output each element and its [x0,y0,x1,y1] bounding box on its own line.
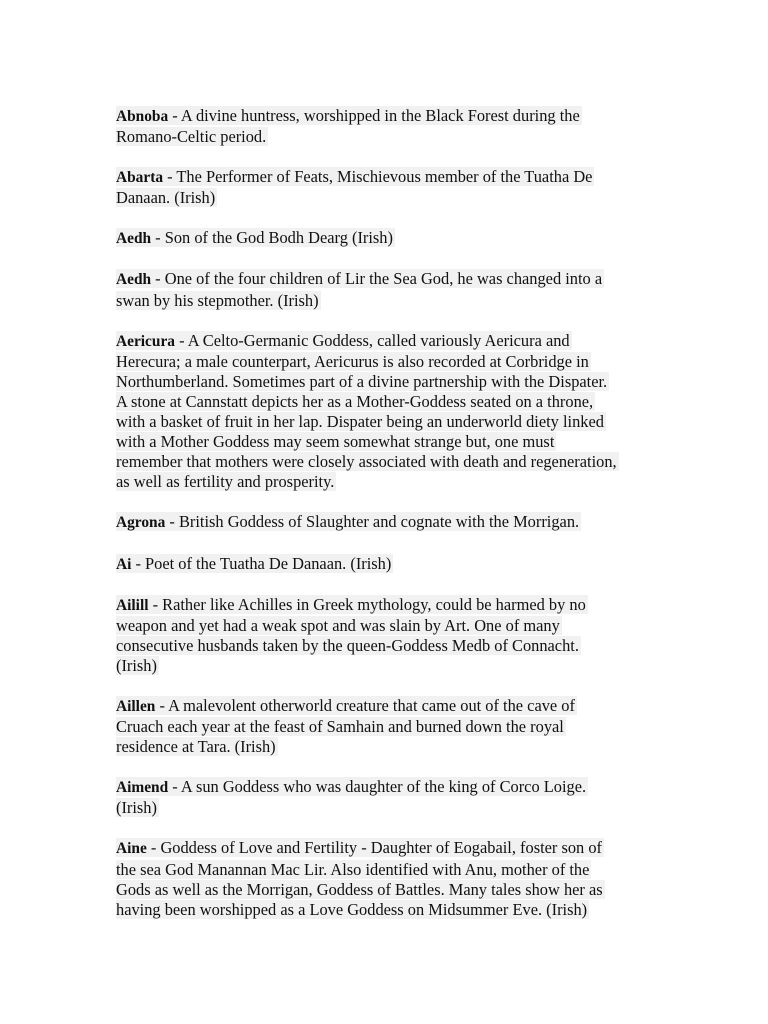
entry-line [116,372,656,392]
entry-term: Aimend [116,779,169,797]
document-page [116,106,656,940]
entry-line [116,352,656,372]
entry-definition-text: (Irish) [116,655,157,675]
entry-term: Ailill [116,596,149,614]
entry-line [116,412,656,432]
entry-definition-text: residence at Tara. (Irish) [116,737,276,757]
highlighted-text [116,880,605,899]
entry-definition-text: (Irish) [116,798,157,818]
entry-definition-text: having been worshipped as a Love Goddess on Midsummer Eve. (Irish) [116,899,588,919]
entry-definition-text: Gods as well as the Morrigan, Goddess of Battles. Many tales show her as [116,879,603,899]
entry-line [116,737,656,757]
entry-term: Abnoba [116,108,169,125]
highlighted-text [116,798,159,817]
entry-line [116,228,656,249]
glossary-entry [116,777,656,818]
highlighted-text [116,737,278,756]
highlighted-text [116,696,577,715]
highlighted-text [116,188,217,207]
entry-line [116,616,656,636]
entry-definition-text: - A divine huntress, worshipped in the Black Forest during the [168,106,580,125]
glossary-entry [116,106,656,147]
entry-definition-text: Northumberland. Sometimes part of a divine partnership with the Dispater. [116,371,608,391]
highlighted-text [116,106,582,125]
glossary-entry [116,554,656,575]
entry-line [116,331,656,352]
entry-line [116,900,656,920]
highlighted-text [116,432,556,451]
entry-line [116,291,656,311]
entry-line [116,696,656,717]
highlighted-text [116,452,619,471]
entry-term: Aine [116,840,147,858]
highlighted-text [116,717,566,736]
entry-definition-text: Cruach each year at the feast of Samhain and burned down the royal [116,717,564,737]
highlighted-text [116,372,609,391]
entry-definition-text: - One of the four children of Lir the Sea God, he was changed into a [151,269,603,289]
glossary-entry [116,167,656,208]
entry-line [116,777,656,798]
entry-term: Aericura [116,332,175,350]
entry-definition-text: the sea God Manannan Mac Lir. Also identified with Anu, mother of the [116,859,590,879]
highlighted-text [116,291,321,310]
entry-definition-text: - Son of the God Bodh Dearg (Irish) [151,228,393,248]
entry-line [116,880,656,900]
entry-term: Aedh [116,271,152,289]
entry-definition-text: consecutive husbands taken by the queen-Goddess Medb of Connacht. [116,635,579,655]
highlighted-text [116,595,588,614]
entry-term: Aillen [116,697,156,715]
highlighted-text [116,616,562,635]
entry-line [116,452,656,472]
entry-line [116,269,656,290]
entry-definition-text: Danaan. (Irish) [116,188,216,208]
highlighted-text [116,900,589,919]
entry-term: Ai [116,555,132,573]
highlighted-text [116,512,581,531]
entry-line [116,554,656,575]
entry-definition-text: with a basket of fruit in her lap. Dispater being an underworld diety linked [116,412,604,432]
highlighted-text [116,636,581,655]
highlighted-text [116,331,572,350]
highlighted-text [116,127,268,146]
entry-definition-text: - Goddess of Love and Fertility - Daughter of Eogabail, foster son of [146,838,602,858]
highlighted-text [116,656,159,675]
entry-line [116,656,656,676]
entry-definition-text: - A sun Goddess who was daughter of the king of Corco Loige. [168,777,587,797]
entry-definition-text: swan by his stepmother. (Irish) [116,290,319,310]
entry-definition-text: - A Celto-Germanic Goddess, called variously Aericura and [174,330,570,350]
entry-definition-text: remember that mothers were closely associated with death and regeneration, [116,452,617,472]
entry-definition-text: Herecura; a male counterpart, Aericurus is also recorded at Corbridge in [116,351,589,371]
entry-line [116,392,656,412]
highlighted-text [116,412,606,431]
highlighted-text [116,392,595,411]
entry-line [116,636,656,656]
entry-line [116,860,656,880]
entry-definition-text: Romano-Celtic period. [116,127,267,147]
entry-definition-text: - Rather like Achilles in Greek mythology, could be harmed by no [148,594,586,614]
highlighted-text [116,472,336,491]
entry-term: Agrona [116,514,166,532]
glossary-entry [116,696,656,757]
highlighted-text [116,352,591,371]
entry-line [116,798,656,818]
highlighted-text [116,838,604,857]
entry-definition-text: - Poet of the Tuatha De Danaan. (Irish) [131,553,392,573]
entry-line [116,512,656,533]
entry-definition-text: - The Performer of Feats, Mischievous member of the Tuatha De [163,167,593,187]
highlighted-text [116,228,395,247]
glossary-entry [116,228,656,249]
entry-line [116,432,656,452]
glossary-entry [116,838,656,919]
entry-term: Aedh [116,230,152,248]
entry-line [116,595,656,616]
highlighted-text [116,860,591,879]
entry-term: Abarta [116,169,164,187]
entry-definition-text: - A malevolent otherworld creature that came out of the cave of [155,695,575,715]
highlighted-text [116,777,588,796]
entry-line [116,106,656,127]
glossary-entry [116,512,656,533]
entry-line [116,472,656,492]
glossary-entry [116,269,656,310]
highlighted-text [116,269,604,288]
entry-definition-text: - British Goddess of Slaughter and cognate with the Morrigan. [165,512,580,532]
entry-definition-text: A stone at Cannstatt depicts her as a Mother-Goddess seated on a throne, [116,391,594,411]
entry-definition-text: as well as fertility and prosperity. [116,472,335,492]
entry-line [116,167,656,188]
entry-line [116,188,656,208]
entry-line [116,717,656,737]
glossary-entry [116,331,656,493]
highlighted-text [116,167,594,186]
glossary-entry [116,595,656,676]
entry-line [116,127,656,147]
highlighted-text [116,554,393,573]
entry-line [116,838,656,859]
entry-definition-text: with a Mother Goddess may seem somewhat strange but, one must [116,432,555,452]
entry-definition-text: weapon and yet had a weak spot and was slain by Art. One of many [116,615,560,635]
